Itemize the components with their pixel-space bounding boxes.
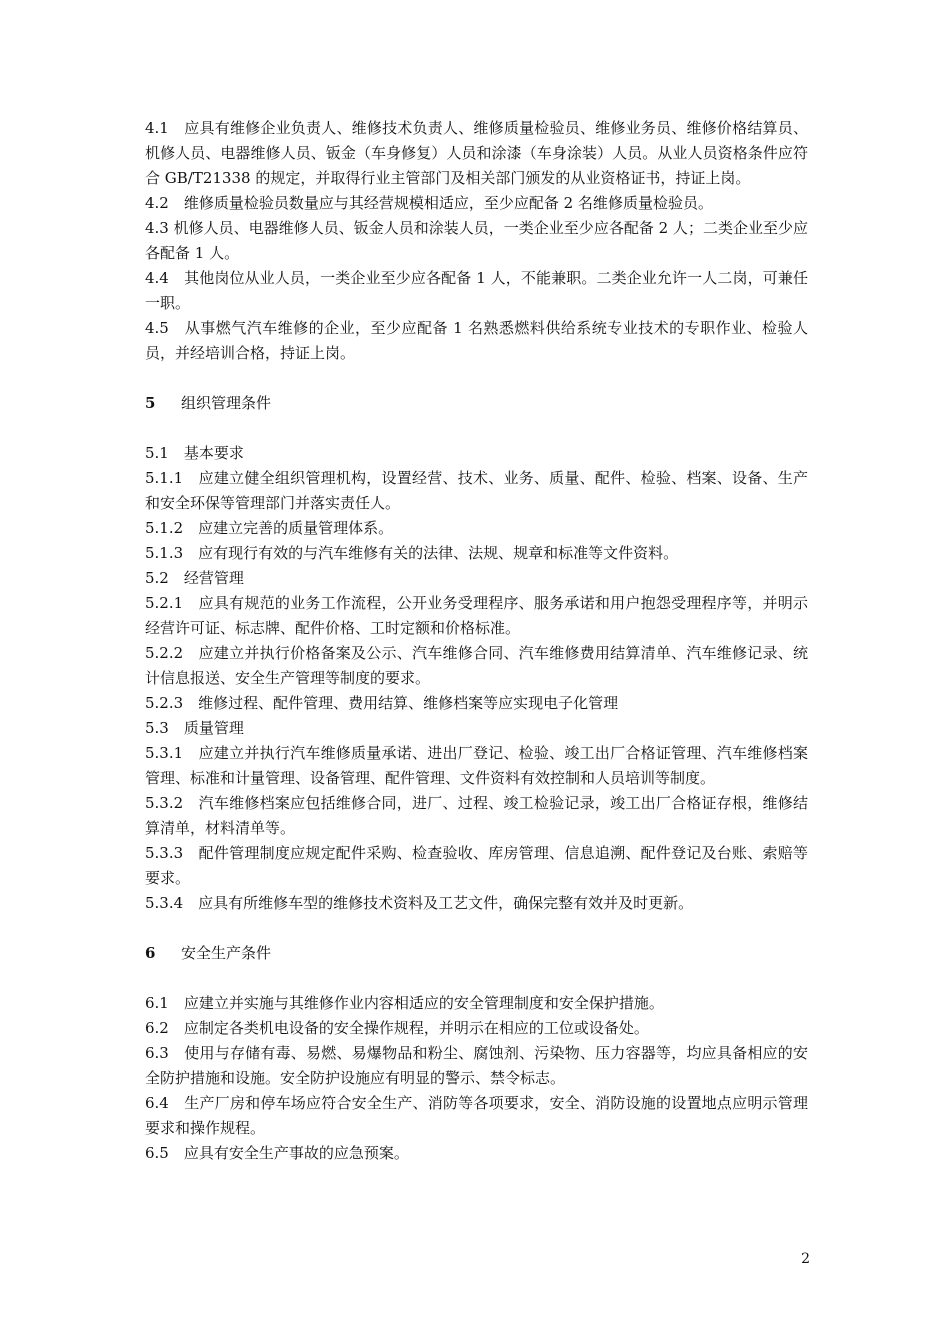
clause-paragraph: 6.5 应具有安全生产事故的应急预案。 bbox=[145, 1144, 409, 1162]
clause-paragraph: 5.2.3 维修过程、配件管理、费用结算、维修档案等应实现电子化管理 bbox=[145, 694, 619, 712]
section-title: 安全生产条件 bbox=[181, 944, 272, 962]
section-heading bbox=[145, 391, 808, 416]
clause-paragraph: 5.3.3 配件管理制度应规定配件采购、检查验收、库房管理、信息追溯、配件登记及台账、索赔等要求。 bbox=[145, 844, 808, 887]
clause-paragraph: 6.4 生产厂房和停车场应符合安全生产、消防等各项要求，安全、消防设施的设置地点应明示管理要求和操作规程。 bbox=[145, 1094, 808, 1137]
clause-paragraph: 5.1.2 应建立完善的质量管理体系。 bbox=[145, 519, 394, 537]
clause-paragraph: 6.1 应建立并实施与其维修作业内容相适应的安全管理制度和安全保护措施。 bbox=[145, 994, 664, 1012]
clause-paragraph: 5.2.2 应建立并执行价格备案及公示、汽车维修合同、汽车维修费用结算清单、汽车维修记录、统计信息报送、安全生产管理等制度的要求。 bbox=[145, 644, 808, 687]
clause-paragraph: 4.5 从事燃气汽车维修的企业，至少应配备 1 名熟悉燃料供给系统专业技术的专职作业、检验人员，并经培训合格，持证上岗。 bbox=[145, 319, 808, 362]
clause-paragraph: 6.3 使用与存储有毒、易燃、易爆物品和粉尘、腐蚀剂、污染物、压力容器等，均应具备相应的安全防护措施和设施。安全防护设施应有明显的警示、禁令标志。 bbox=[145, 1044, 808, 1087]
page-number: 2 bbox=[801, 1251, 810, 1267]
clause-paragraph: 5.2 经营管理 bbox=[145, 569, 244, 587]
document-body bbox=[145, 116, 808, 1166]
clause-paragraph: 4.3 机修人员、电器维修人员、钣金人员和涂装人员，一类企业至少应各配备 2 人；二类企业至少应各配备 1 人。 bbox=[145, 219, 808, 262]
clause-paragraph: 5.3.4 应具有所维修车型的维修技术资料及工艺文件，确保完整有效并及时更新。 bbox=[145, 894, 694, 912]
section-number: 5 bbox=[145, 394, 156, 412]
clause-paragraph: 4.4 其他岗位从业人员，一类企业至少应各配备 1 人，不能兼职。二类企业允许一人二岗，可兼任一职。 bbox=[145, 269, 808, 312]
clause-paragraph: 5.3 质量管理 bbox=[145, 719, 244, 737]
section-number: 6 bbox=[145, 944, 156, 962]
clause-paragraph: 4.1 应具有维修企业负责人、维修技术负责人、维修质量检验员、维修业务员、维修价格结算员、机修人员、电器维修人员、钣金（车身修复）人员和涂漆（车身涂装）人员。从业人员资格条件应符合 GB/T21338 的规定，并取得行业主管部门及相关部门颁发的从业资格证书，持证上岗。 bbox=[145, 119, 808, 187]
clause-paragraph: 5.1 基本要求 bbox=[145, 444, 244, 462]
clause-paragraph: 5.3.1 应建立并执行汽车维修质量承诺、进出厂登记、检验、竣工出厂合格证管理、汽车维修档案管理、标准和计量管理、设备管理、配件管理、文件资料有效控制和人员培训等制度。 bbox=[145, 744, 808, 787]
clause-paragraph: 5.3.2 汽车维修档案应包括维修合同，进厂、过程、竣工检验记录，竣工出厂合格证存根，维修结算清单，材料清单等。 bbox=[145, 794, 808, 837]
section-title: 组织管理条件 bbox=[181, 394, 272, 412]
clause-paragraph: 4.2 维修质量检验员数量应与其经营规模相适应，至少应配备 2 名维修质量检验员。 bbox=[145, 194, 713, 212]
clause-paragraph: 5.1.1 应建立健全组织管理机构，设置经营、技术、业务、质量、配件、检验、档案、设备、生产和安全环保等管理部门并落实责任人。 bbox=[145, 469, 808, 512]
section-heading bbox=[145, 941, 808, 966]
clause-paragraph: 5.2.1 应具有规范的业务工作流程，公开业务受理程序、服务承诺和用户抱怨受理程序等，并明示经营许可证、标志牌、配件价格、工时定额和价格标准。 bbox=[145, 594, 808, 637]
clause-paragraph: 5.1.3 应有现行有效的与汽车维修有关的法律、法规、规章和标准等文件资料。 bbox=[145, 544, 679, 562]
clause-paragraph: 6.2 应制定各类机电设备的安全操作规程，并明示在相应的工位或设备处。 bbox=[145, 1019, 649, 1037]
